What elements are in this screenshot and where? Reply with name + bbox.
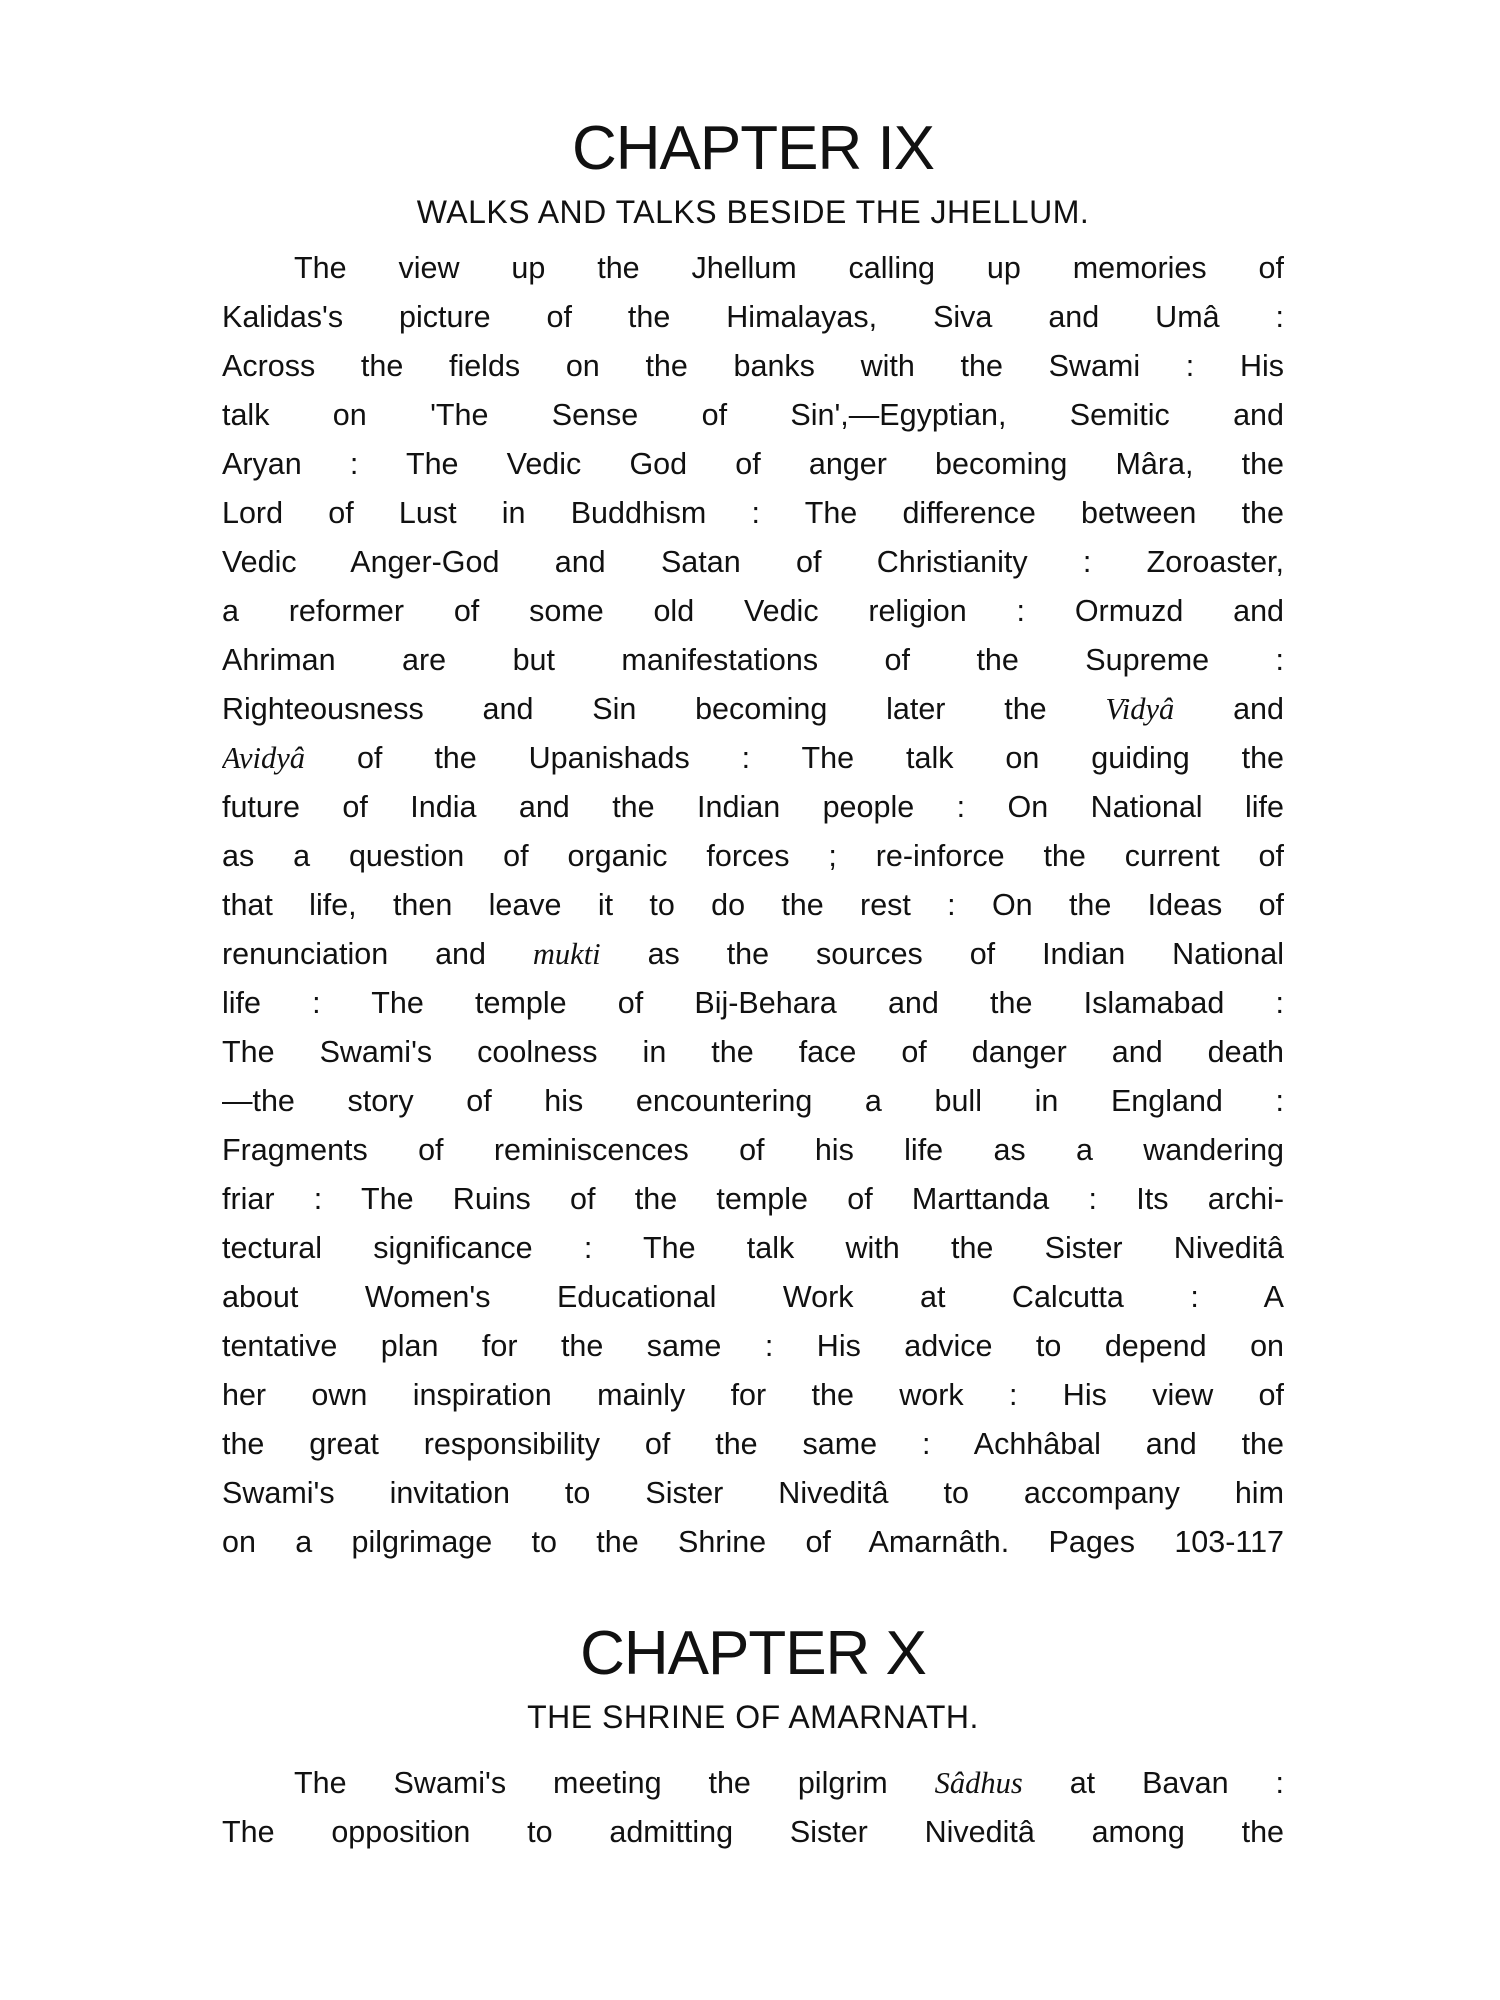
chapter-subtitle: WALKS AND TALKS BESIDE THE JHELLUM. (416, 194, 1090, 230)
italic-term: Sâdhus (934, 1766, 1023, 1800)
synopsis-line (222, 783, 1284, 832)
synopsis-line (222, 391, 1284, 440)
text-segment: of the Upanishads : The talk on guiding the (305, 741, 1284, 775)
chapter-ix (222, 110, 1284, 1567)
text-segment: at Bavan : (1022, 1766, 1284, 1800)
text-segment: Aryan : The Vedic God of anger becoming Mâra, the (222, 447, 1284, 481)
text-segment: friar : The Ruins of the temple of Marttanda : Its archi- (222, 1182, 1284, 1216)
text-segment: on a pilgrimage to the Shrine of Amarnâth. Pages 103-117 (222, 1525, 1284, 1559)
synopsis-line (222, 440, 1284, 489)
synopsis-line (222, 930, 1284, 979)
chapter-synopsis (222, 1759, 1284, 1857)
chapter-title: CHAPTER X (580, 1619, 926, 1688)
italic-term: mukti (532, 937, 601, 971)
text-segment: as a question of organic forces ; re-inforce the current of (222, 839, 1284, 873)
text-segment: tectural significance : The talk with the Sister Niveditâ (222, 1231, 1284, 1265)
text-segment: her own inspiration mainly for the work : His view of (222, 1378, 1284, 1412)
chapter-x (222, 1615, 1284, 1857)
text-segment: Fragments of reminiscences of his life as a wandering (222, 1133, 1284, 1167)
synopsis-line (222, 1518, 1284, 1567)
synopsis-line (222, 1322, 1284, 1371)
text-segment: as the sources of Indian National (600, 937, 1284, 971)
synopsis-line (222, 1469, 1284, 1518)
synopsis-line (222, 1126, 1284, 1175)
text-segment: Righteousness and Sin becoming later the (222, 692, 1106, 726)
synopsis-line (222, 1175, 1284, 1224)
text-segment: and (1174, 692, 1284, 726)
synopsis-line (222, 538, 1284, 587)
text-segment: a reformer of some old Vedic religion : Ormuzd and (222, 594, 1284, 628)
synopsis-line (222, 1077, 1284, 1126)
text-segment: —the story of his encountering a bull in England : (222, 1084, 1284, 1118)
italic-term: Vidyâ (1105, 692, 1175, 726)
text-segment: Kalidas's picture of the Himalayas, Siva and Umâ : (222, 300, 1284, 334)
synopsis-line (222, 489, 1284, 538)
text-segment: Vedic Anger-God and Satan of Christianity : Zoroaster, (222, 545, 1284, 579)
text-segment: renunciation and (222, 937, 533, 971)
synopsis-line (222, 587, 1284, 636)
synopsis-line (222, 293, 1284, 342)
synopsis-line (222, 1028, 1284, 1077)
text-segment: The Swami's meeting the pilgrim (294, 1766, 935, 1800)
text-segment: Swami's invitation to Sister Niveditâ to accompany him (222, 1476, 1284, 1510)
text-segment: The opposition to admitting Sister Niveditâ among the (222, 1815, 1284, 1849)
chapter-title: CHAPTER IX (571, 114, 935, 183)
synopsis-line (222, 1371, 1284, 1420)
synopsis-line (222, 832, 1284, 881)
text-segment: the great responsibility of the same : Achhâbal and the (222, 1427, 1284, 1461)
italic-term: Avidyâ (222, 741, 305, 775)
synopsis-line (222, 1759, 1284, 1808)
text-segment: talk on 'The Sense of Sin',—Egyptian, Semitic and (222, 398, 1284, 432)
chapter-synopsis (222, 244, 1284, 1567)
text-segment: that life, then leave it to do the rest : On the Ideas of (222, 888, 1284, 922)
synopsis-line (222, 685, 1284, 734)
text-segment: Across the fields on the banks with the Swami : His (222, 349, 1284, 383)
chapter-subtitle: THE SHRINE OF AMARNATH. (527, 1699, 979, 1735)
text-segment: Ahriman are but manifestations of the Supreme : (222, 643, 1284, 677)
text-segment: life : The temple of Bij-Behara and the Islamabad : (222, 986, 1284, 1020)
synopsis-line (222, 342, 1284, 391)
synopsis-line (222, 881, 1284, 930)
text-segment: future of India and the Indian people : On National life (222, 790, 1284, 824)
text-segment: about Women's Educational Work at Calcutta : A (222, 1280, 1284, 1314)
synopsis-line (222, 636, 1284, 685)
text-segment: The Swami's coolness in the face of danger and death (222, 1035, 1284, 1069)
synopsis-line (222, 1808, 1284, 1857)
synopsis-line (222, 244, 1284, 293)
synopsis-line (222, 734, 1284, 783)
synopsis-line (222, 1273, 1284, 1322)
text-segment: tentative plan for the same : His advice to depend on (222, 1329, 1284, 1363)
text-segment: The view up the Jhellum calling up memories of (294, 251, 1284, 285)
synopsis-line (222, 1420, 1284, 1469)
synopsis-line (222, 1224, 1284, 1273)
synopsis-line (222, 979, 1284, 1028)
text-segment: Lord of Lust in Buddhism : The difference between the (222, 496, 1284, 530)
